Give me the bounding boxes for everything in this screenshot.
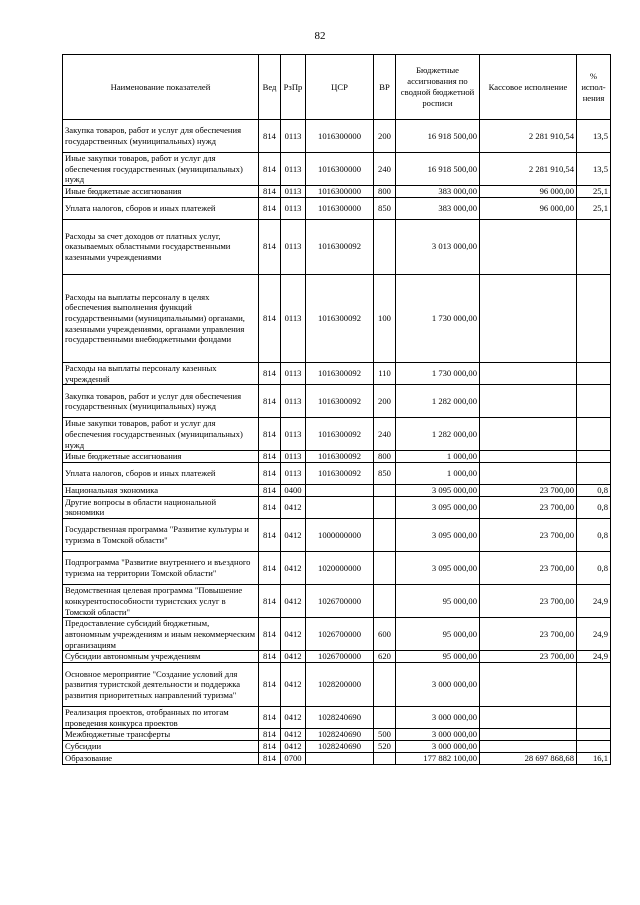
- row-cash: 28 697 868,68: [480, 752, 577, 764]
- row-csr: [306, 496, 374, 518]
- row-name: Уплата налогов, сборов и иных платежей: [63, 197, 259, 219]
- row-rzpr: 0113: [281, 385, 306, 418]
- header-cash: Кассовое исполнение: [480, 55, 577, 120]
- row-name: Иные закупки товаров, работ и услуг для обеспечения государственных (муниципальных) нужд: [63, 418, 259, 451]
- table-body: [63, 120, 611, 765]
- row-assign: 3 095 000,00: [396, 485, 480, 497]
- row-rzpr: 0412: [281, 729, 306, 741]
- row-vr: [374, 752, 396, 764]
- row-name: Основное мероприятие "Создание условий для развития туристской деятельности и поддержка развития приоритетных направлений туризма": [63, 663, 259, 707]
- row-cash: 23 700,00: [480, 552, 577, 585]
- row-csr: 1016300000: [306, 197, 374, 219]
- row-csr: 1026700000: [306, 618, 374, 651]
- row-vr: 800: [374, 451, 396, 463]
- row-rzpr: 0113: [281, 362, 306, 384]
- row-cash: 23 700,00: [480, 618, 577, 651]
- row-vr: [374, 219, 396, 274]
- row-pct: [577, 707, 611, 729]
- row-rzpr: 0412: [281, 618, 306, 651]
- header-ved: Вед: [259, 55, 281, 120]
- row-ved: 814: [259, 362, 281, 384]
- row-cash: [480, 463, 577, 485]
- row-assign: 16 918 500,00: [396, 120, 480, 153]
- row-pct: 16,1: [577, 752, 611, 764]
- row-vr: [374, 663, 396, 707]
- row-rzpr: 0113: [281, 186, 306, 198]
- row-cash: [480, 729, 577, 741]
- row-vr: [374, 496, 396, 518]
- row-csr: 1026700000: [306, 651, 374, 663]
- row-cash: [480, 741, 577, 753]
- row-vr: [374, 552, 396, 585]
- row-pct: 13,5: [577, 120, 611, 153]
- row-assign: 3 000 000,00: [396, 741, 480, 753]
- table-row: [63, 485, 611, 497]
- row-name: Предоставление субсидий бюджетным, автономным учреждениям и иным некоммерческим организациям: [63, 618, 259, 651]
- table-row: [63, 663, 611, 707]
- row-name: Расходы за счет доходов от платных услуг, оказываемых областными государственными казенными учреждениями: [63, 219, 259, 274]
- row-cash: 2 281 910,54: [480, 120, 577, 153]
- row-csr: 1016300000: [306, 186, 374, 198]
- row-assign: 1 730 000,00: [396, 274, 480, 362]
- row-cash: [480, 707, 577, 729]
- row-rzpr: 0113: [281, 153, 306, 186]
- row-name: Государственная программа "Развитие культуры и туризма в Томской области": [63, 519, 259, 552]
- row-name: Иные бюджетные ассигнования: [63, 186, 259, 198]
- table-row: [63, 219, 611, 274]
- row-csr: 1028240690: [306, 741, 374, 753]
- row-cash: [480, 219, 577, 274]
- row-ved: 814: [259, 418, 281, 451]
- row-pct: [577, 451, 611, 463]
- row-cash: 23 700,00: [480, 651, 577, 663]
- row-cash: [480, 274, 577, 362]
- row-vr: [374, 519, 396, 552]
- row-vr: 110: [374, 362, 396, 384]
- row-ved: 814: [259, 219, 281, 274]
- row-name: Подпрограмма "Развитие внутреннего и въездного туризма на территории Томской области": [63, 552, 259, 585]
- row-ved: 814: [259, 651, 281, 663]
- row-vr: 100: [374, 274, 396, 362]
- header-row: [63, 55, 611, 120]
- row-pct: [577, 385, 611, 418]
- row-pct: [577, 418, 611, 451]
- row-assign: 383 000,00: [396, 197, 480, 219]
- row-csr: 1016300000: [306, 153, 374, 186]
- row-pct: 24,9: [577, 651, 611, 663]
- row-ved: 814: [259, 741, 281, 753]
- row-csr: 1016300092: [306, 463, 374, 485]
- row-vr: [374, 485, 396, 497]
- row-pct: 0,8: [577, 552, 611, 585]
- table-row: [63, 741, 611, 753]
- row-csr: 1016300092: [306, 385, 374, 418]
- row-csr: 1016300092: [306, 418, 374, 451]
- row-ved: 814: [259, 153, 281, 186]
- row-ved: 814: [259, 519, 281, 552]
- row-cash: 23 700,00: [480, 485, 577, 497]
- row-ved: 814: [259, 186, 281, 198]
- row-pct: 0,8: [577, 496, 611, 518]
- row-csr: [306, 485, 374, 497]
- row-cash: [480, 362, 577, 384]
- row-cash: 23 700,00: [480, 496, 577, 518]
- row-rzpr: 0412: [281, 552, 306, 585]
- row-name: Субсидии: [63, 741, 259, 753]
- row-vr: 800: [374, 186, 396, 198]
- row-rzpr: 0113: [281, 274, 306, 362]
- row-assign: 177 882 100,00: [396, 752, 480, 764]
- row-name: Субсидии автономным учреждениям: [63, 651, 259, 663]
- row-cash: [480, 451, 577, 463]
- row-vr: 850: [374, 197, 396, 219]
- row-vr: 520: [374, 741, 396, 753]
- row-assign: 1 000,00: [396, 463, 480, 485]
- row-csr: 1028200000: [306, 663, 374, 707]
- row-pct: [577, 463, 611, 485]
- row-name: Закупка товаров, работ и услуг для обеспечения государственных (муниципальных) нужд: [63, 385, 259, 418]
- row-assign: 95 000,00: [396, 585, 480, 618]
- table-row: [63, 274, 611, 362]
- row-ved: 814: [259, 485, 281, 497]
- row-vr: 200: [374, 385, 396, 418]
- row-assign: 3 013 000,00: [396, 219, 480, 274]
- row-rzpr: 0412: [281, 741, 306, 753]
- row-cash: 2 281 910,54: [480, 153, 577, 186]
- row-pct: 0,8: [577, 485, 611, 497]
- row-ved: 814: [259, 274, 281, 362]
- row-ved: 814: [259, 707, 281, 729]
- table-row: [63, 651, 611, 663]
- table-row: [63, 519, 611, 552]
- row-csr: 1016300092: [306, 274, 374, 362]
- table-row: [63, 120, 611, 153]
- row-assign: 95 000,00: [396, 651, 480, 663]
- row-ved: 814: [259, 552, 281, 585]
- header-assign: Бюджетные ассигнования по сводной бюджетной росписи: [396, 55, 480, 120]
- row-ved: 814: [259, 451, 281, 463]
- row-pct: [577, 274, 611, 362]
- row-assign: 1 282 000,00: [396, 418, 480, 451]
- row-pct: 24,9: [577, 618, 611, 651]
- row-csr: 1020000000: [306, 552, 374, 585]
- row-csr: 1016300092: [306, 451, 374, 463]
- row-pct: [577, 729, 611, 741]
- row-csr: [306, 752, 374, 764]
- table-row: [63, 197, 611, 219]
- row-rzpr: 0412: [281, 651, 306, 663]
- row-rzpr: 0113: [281, 418, 306, 451]
- table-row: [63, 463, 611, 485]
- row-cash: 96 000,00: [480, 197, 577, 219]
- row-name: Уплата налогов, сборов и иных платежей: [63, 463, 259, 485]
- row-rzpr: 0412: [281, 663, 306, 707]
- budget-table: [62, 54, 611, 765]
- row-name: Реализация проектов, отобранных по итогам проведения конкурса проектов: [63, 707, 259, 729]
- row-cash: [480, 418, 577, 451]
- row-name: Образование: [63, 752, 259, 764]
- table-row: [63, 552, 611, 585]
- row-ved: 814: [259, 463, 281, 485]
- row-assign: 3 000 000,00: [396, 707, 480, 729]
- table-row: [63, 585, 611, 618]
- row-vr: 200: [374, 120, 396, 153]
- row-csr: 1026700000: [306, 585, 374, 618]
- row-rzpr: 0412: [281, 707, 306, 729]
- row-ved: 814: [259, 729, 281, 741]
- row-name: Другие вопросы в области национальной экономики: [63, 496, 259, 518]
- row-vr: [374, 707, 396, 729]
- row-assign: 3 095 000,00: [396, 496, 480, 518]
- row-pct: [577, 663, 611, 707]
- row-ved: 814: [259, 663, 281, 707]
- row-rzpr: 0700: [281, 752, 306, 764]
- row-cash: 23 700,00: [480, 519, 577, 552]
- row-pct: 0,8: [577, 519, 611, 552]
- row-rzpr: 0412: [281, 585, 306, 618]
- row-name: Иные закупки товаров, работ и услуг для обеспечения государственных (муниципальных) нужд: [63, 153, 259, 186]
- header-rzpr: РзПр: [281, 55, 306, 120]
- row-cash: [480, 385, 577, 418]
- row-assign: 383 000,00: [396, 186, 480, 198]
- row-assign: 95 000,00: [396, 618, 480, 651]
- row-vr: 240: [374, 153, 396, 186]
- table-row: [63, 729, 611, 741]
- table-row: [63, 496, 611, 518]
- row-assign: 3 000 000,00: [396, 663, 480, 707]
- row-cash: 23 700,00: [480, 585, 577, 618]
- row-vr: [374, 585, 396, 618]
- row-assign: 1 730 000,00: [396, 362, 480, 384]
- row-ved: 814: [259, 752, 281, 764]
- row-name: Межбюджетные трансферты: [63, 729, 259, 741]
- row-rzpr: 0113: [281, 197, 306, 219]
- row-name: Закупка товаров, работ и услуг для обеспечения государственных (муниципальных) нужд: [63, 120, 259, 153]
- row-assign: 1 000,00: [396, 451, 480, 463]
- row-csr: 1000000000: [306, 519, 374, 552]
- header-pct: % испол-нения: [577, 55, 611, 120]
- row-name: Расходы на выплаты персоналу в целях обеспечения выполнения функций государственными (муниципальными) органами, казенными учреждениями, органами управления государственными внебюджетными фондами: [63, 274, 259, 362]
- row-rzpr: 0412: [281, 496, 306, 518]
- row-vr: 620: [374, 651, 396, 663]
- table-row: [63, 707, 611, 729]
- row-rzpr: 0400: [281, 485, 306, 497]
- row-vr: 600: [374, 618, 396, 651]
- row-assign: 16 918 500,00: [396, 153, 480, 186]
- table-row: [63, 362, 611, 384]
- row-pct: 25,1: [577, 197, 611, 219]
- table-row: [63, 752, 611, 764]
- table-row: [63, 618, 611, 651]
- row-name: Ведомственная целевая программа "Повышение конкурентоспособности туристских услуг в Томской области": [63, 585, 259, 618]
- row-ved: 814: [259, 385, 281, 418]
- row-rzpr: 0412: [281, 519, 306, 552]
- row-csr: 1028240690: [306, 707, 374, 729]
- row-assign: 3 000 000,00: [396, 729, 480, 741]
- table-row: [63, 385, 611, 418]
- header-csr: ЦСР: [306, 55, 374, 120]
- row-vr: 850: [374, 463, 396, 485]
- row-assign: 3 095 000,00: [396, 552, 480, 585]
- table-row: [63, 153, 611, 186]
- table-row: [63, 451, 611, 463]
- row-assign: 1 282 000,00: [396, 385, 480, 418]
- row-pct: 25,1: [577, 186, 611, 198]
- table-row: [63, 186, 611, 198]
- row-pct: [577, 219, 611, 274]
- header-name: Наименование показателей: [63, 55, 259, 120]
- page-number: 82: [314, 30, 326, 42]
- row-pct: [577, 741, 611, 753]
- row-ved: 814: [259, 618, 281, 651]
- row-pct: [577, 362, 611, 384]
- row-rzpr: 0113: [281, 463, 306, 485]
- row-pct: 13,5: [577, 153, 611, 186]
- row-cash: [480, 663, 577, 707]
- row-name: Национальная экономика: [63, 485, 259, 497]
- header-vr: ВР: [374, 55, 396, 120]
- row-rzpr: 0113: [281, 451, 306, 463]
- row-csr: 1016300000: [306, 120, 374, 153]
- row-name: Иные бюджетные ассигнования: [63, 451, 259, 463]
- row-vr: 500: [374, 729, 396, 741]
- row-rzpr: 0113: [281, 120, 306, 153]
- row-csr: 1028240690: [306, 729, 374, 741]
- row-ved: 814: [259, 585, 281, 618]
- row-rzpr: 0113: [281, 219, 306, 274]
- row-cash: 96 000,00: [480, 186, 577, 198]
- row-ved: 814: [259, 120, 281, 153]
- table-row: [63, 418, 611, 451]
- row-csr: 1016300092: [306, 362, 374, 384]
- row-assign: 3 095 000,00: [396, 519, 480, 552]
- row-csr: 1016300092: [306, 219, 374, 274]
- row-vr: 240: [374, 418, 396, 451]
- row-ved: 814: [259, 496, 281, 518]
- row-ved: 814: [259, 197, 281, 219]
- row-name: Расходы на выплаты персоналу казенных учреждений: [63, 362, 259, 384]
- row-pct: 24,9: [577, 585, 611, 618]
